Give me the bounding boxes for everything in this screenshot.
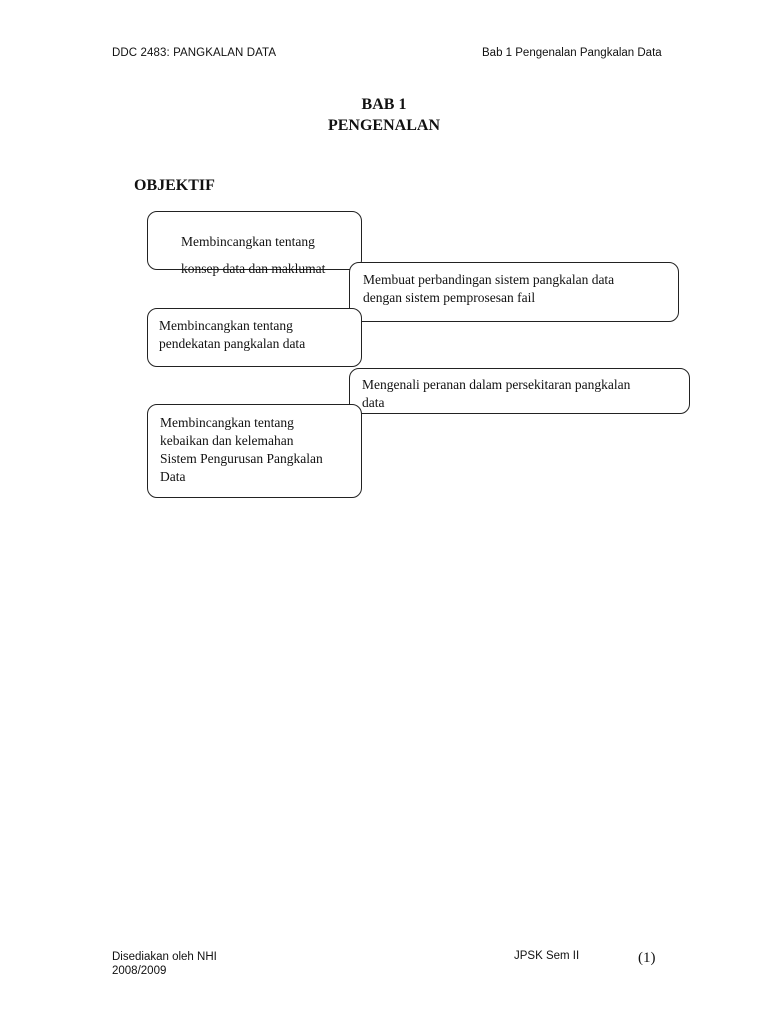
- objective-text-line: Sistem Pengurusan Pangkalan: [160, 451, 323, 466]
- chapter-title: [0, 94, 768, 136]
- objective-text-line: konsep data dan maklumat: [181, 261, 326, 276]
- header-course-code: DDC 2483: PANGKALAN DATA: [112, 47, 277, 59]
- objective-text-line: pendekatan pangkalan data: [159, 336, 306, 351]
- objective-box-2: [349, 262, 679, 322]
- page-number: (1): [638, 950, 656, 966]
- objective-text-line: Membincangkan tentang: [160, 415, 294, 430]
- objective-box-1: [147, 211, 362, 276]
- objective-text-line: kebaikan dan kelemahan: [160, 433, 294, 448]
- objective-text-line: Mengenali peranan dalam persekitaran pangkalan: [362, 377, 631, 392]
- objective-box-5: [147, 404, 362, 498]
- objective-text-line: data: [362, 395, 385, 410]
- chapter-number: BAB 1: [361, 96, 407, 113]
- objective-text-line: dengan sistem pemprosesan fail: [363, 290, 536, 305]
- objective-text-line: Membincangkan tentang: [159, 318, 293, 333]
- chapter-name: PENGENALAN: [327, 117, 440, 134]
- objective-box-3: [147, 308, 362, 367]
- header-chapter-title: Bab 1 Pengenalan Pangkalan Data: [482, 47, 662, 59]
- objective-text-line: Data: [160, 469, 186, 484]
- objective-box-4: [349, 368, 690, 414]
- objective-text-line: Membincangkan tentang: [181, 234, 315, 249]
- section-heading-objektif: OBJEKTIF: [134, 177, 215, 194]
- footer-year: 2008/2009: [112, 965, 167, 977]
- footer-prepared-by: Disediakan oleh NHI: [112, 951, 217, 963]
- footer-department: JPSK Sem II: [514, 950, 580, 962]
- objective-text-line: Membuat perbandingan sistem pangkalan data: [363, 272, 615, 287]
- footer-author: [112, 950, 217, 978]
